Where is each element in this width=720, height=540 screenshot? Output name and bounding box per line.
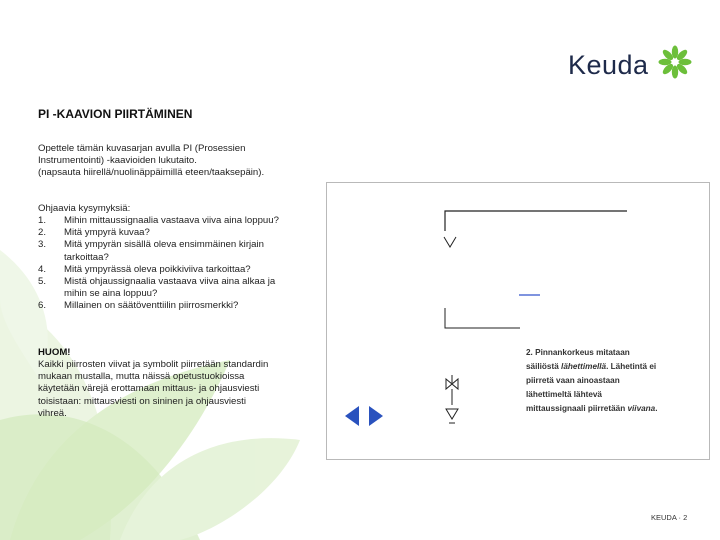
note-line: Kaikki piirrosten viivat ja symbolit piirretään standardin [38, 359, 269, 370]
note-line: käytetään värejä erottamaan mittaus- ja ohjausviesti [38, 383, 260, 395]
note-line: vihreä. [38, 407, 67, 419]
note-title: HUOM! [38, 347, 71, 358]
caption-line-part: . Lähetintä ei [606, 362, 657, 371]
question-item [38, 239, 338, 263]
caption-line [526, 360, 706, 374]
question-number: 5. [38, 276, 47, 288]
question-item [38, 227, 338, 239]
question-number: 3. [38, 239, 47, 251]
intro-line: (napsauta hiirellä/nuolinäppäimillä eteen/taaksepäin). [38, 167, 265, 179]
diagram-caption [526, 346, 706, 416]
tank-outline [445, 211, 627, 231]
tank-outline [445, 308, 520, 328]
caption-line: piirretä vaan ainoastaan [526, 376, 620, 385]
question-text: tarkoittaa? [64, 251, 109, 263]
questions-heading: Ohjaavia kysymyksiä: [38, 203, 131, 214]
caption-emphasis: lähettimellä [561, 362, 607, 371]
flower-logo-icon [657, 44, 693, 80]
note-line: mukaan mustalla, mutta näissä opetustuokioissa [38, 371, 245, 383]
next-arrow-icon [369, 406, 383, 426]
level-marker-icon [446, 409, 458, 419]
question-number: 4. [38, 263, 47, 275]
intro-text [38, 143, 328, 180]
caption-line-part: mittaussignaali piirretään [526, 404, 628, 413]
caption-line [526, 402, 706, 416]
note-text [38, 359, 328, 420]
pi-diagram [327, 183, 709, 459]
note-line: toisistaan: mittausviesti on sininen ja ohjausviesti [38, 395, 246, 407]
keuda-logo [568, 44, 698, 84]
question-text: Mitä ympyrä kuvaa? [64, 227, 150, 239]
question-item [38, 215, 338, 227]
pi-diagram-panel [326, 182, 710, 460]
previous-arrow-icon [345, 406, 359, 426]
question-item [38, 276, 338, 300]
question-text: Mitä ympyrässä oleva poikkiviiva tarkoittaa? [64, 263, 251, 275]
question-text: Mitä ympyrän sisällä oleva ensimmäinen kirjain [64, 239, 264, 251]
question-text: mihin se aina loppuu? [64, 288, 158, 300]
question-text: Millainen on säätöventtiilin piirrosmerkki? [64, 300, 239, 312]
page-title: PI -KAAVION PIIRTÄMINEN [38, 107, 193, 121]
question-text: Mistä ohjaussignaalia vastaava viiva aina alkaa ja [64, 276, 276, 288]
question-item [38, 300, 338, 312]
intro-line: Opettele tämän kuvasarjan avulla PI (Prosessien [38, 143, 246, 154]
slide-footer: KEUDA · 2 [651, 513, 688, 522]
level-marker-icon [444, 237, 456, 247]
caption-line: 2. Pinnankorkeus mitataan [526, 348, 630, 357]
question-number: 2. [38, 227, 47, 239]
caption-emphasis: viivana [627, 404, 656, 413]
question-text: Mihin mittaussignaalia vastaava viiva aina loppuu? [64, 215, 279, 226]
question-number: 6. [38, 300, 47, 312]
caption-line-part: säiliöstä [526, 362, 562, 371]
caption-line: lähettimeltä lähtevä [526, 390, 602, 399]
caption-line-part: . [655, 404, 658, 413]
questions-list [38, 215, 338, 313]
logo-text: Keuda [568, 50, 649, 80]
question-number: 1. [38, 215, 47, 226]
question-item [38, 264, 338, 276]
intro-line: Instrumentointi) -kaavioiden lukutaito. [38, 155, 197, 167]
